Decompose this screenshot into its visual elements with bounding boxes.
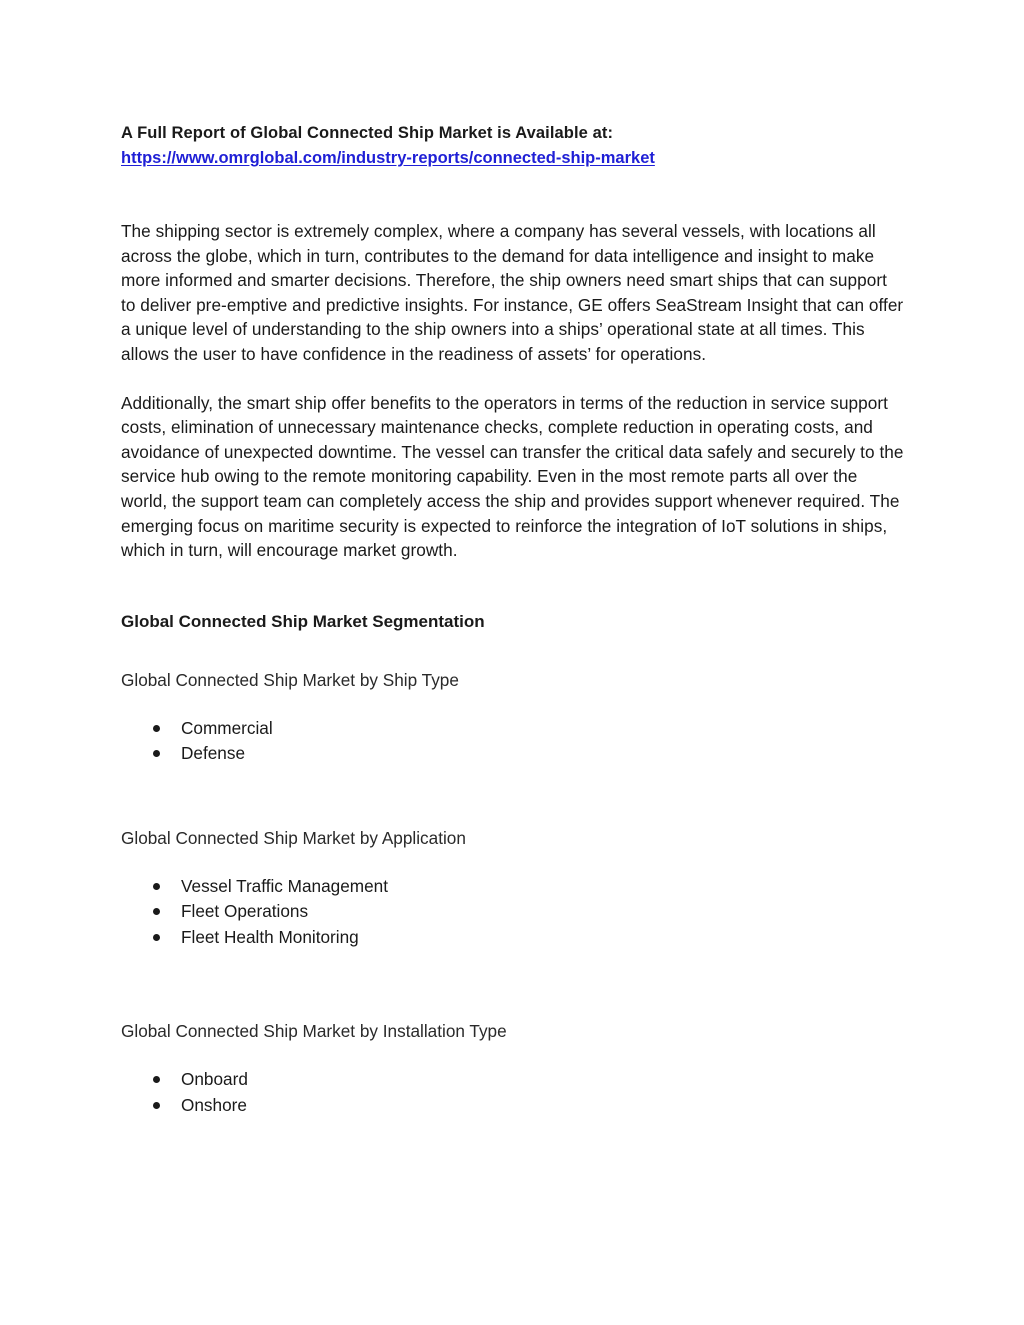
segment-group-title-application: Global Connected Ship Market by Application — [121, 827, 466, 848]
list-item-label: Vessel Traffic Management — [181, 875, 388, 896]
list-item-label: Onshore — [181, 1094, 247, 1115]
list-item — [121, 1093, 904, 1119]
list-item — [121, 925, 904, 951]
bullet-icon — [153, 908, 160, 915]
bullet-icon — [153, 725, 160, 732]
ship-type-list — [121, 716, 904, 767]
list-item-label: Fleet Health Monitoring — [181, 926, 359, 947]
list-item-label: Fleet Operations — [181, 901, 309, 922]
list-item — [121, 874, 904, 900]
installation-type-list — [121, 1067, 904, 1118]
list-item-label: Onboard — [181, 1069, 248, 1090]
list-item — [121, 1067, 904, 1093]
bullet-icon — [153, 750, 160, 757]
bullet-icon — [153, 883, 160, 890]
segment-group-title-ship-type: Global Connected Ship Market by Ship Type — [121, 669, 459, 690]
segment-group-title-installation-type: Global Connected Ship Market by Installation Type — [121, 1021, 507, 1042]
bullet-icon — [153, 1076, 160, 1083]
benefits-paragraph: Additionally, the smart ship offer benefits to the operators in terms of the reduction in service support costs, elimination of unnecessary maintenance checks, complete reduction in operating costs, and avoidance of unexpected downtime. The vessel can transfer the critical data safely and securely to the service hub owing to the remote monitoring capability. Even in the most remote parts all over the world, the support team can completely access the ship and provides support whenever required. The emerging focus on maritime security is expected to reinforce the integration of IoT solutions in ships, which in turn, will encourage market growth. — [121, 392, 904, 561]
report-availability-heading: A Full Report of Global Connected Ship Market is Available at: — [121, 124, 614, 142]
list-item-label: Defense — [181, 743, 246, 764]
application-list — [121, 874, 904, 951]
intro-paragraph: The shipping sector is extremely complex, where a company has several vessels, with locations all across the globe, which in turn, contributes to the demand for data intelligence and insight to make more informed and smarter decisions. Therefore, the ship owners need smart ships that can support to deliver pre-emptive and predictive insights. For instance, GE offers SeaStream Insight that can offer a unique level of understanding to the ship owners into a ships’ operational state at all times. This allows the user to have confidence in the readiness of assets’ for operations. — [121, 221, 904, 364]
bullet-icon — [153, 1102, 160, 1109]
report-link[interactable]: https://www.omrglobal.com/industry-reports/connected-ship-market — [121, 149, 655, 167]
list-item — [121, 899, 904, 925]
list-item — [121, 716, 904, 742]
list-item — [121, 741, 904, 767]
bullet-icon — [153, 934, 160, 941]
list-item-label: Commercial — [181, 717, 273, 738]
segmentation-title: Global Connected Ship Market Segmentation — [121, 611, 485, 631]
